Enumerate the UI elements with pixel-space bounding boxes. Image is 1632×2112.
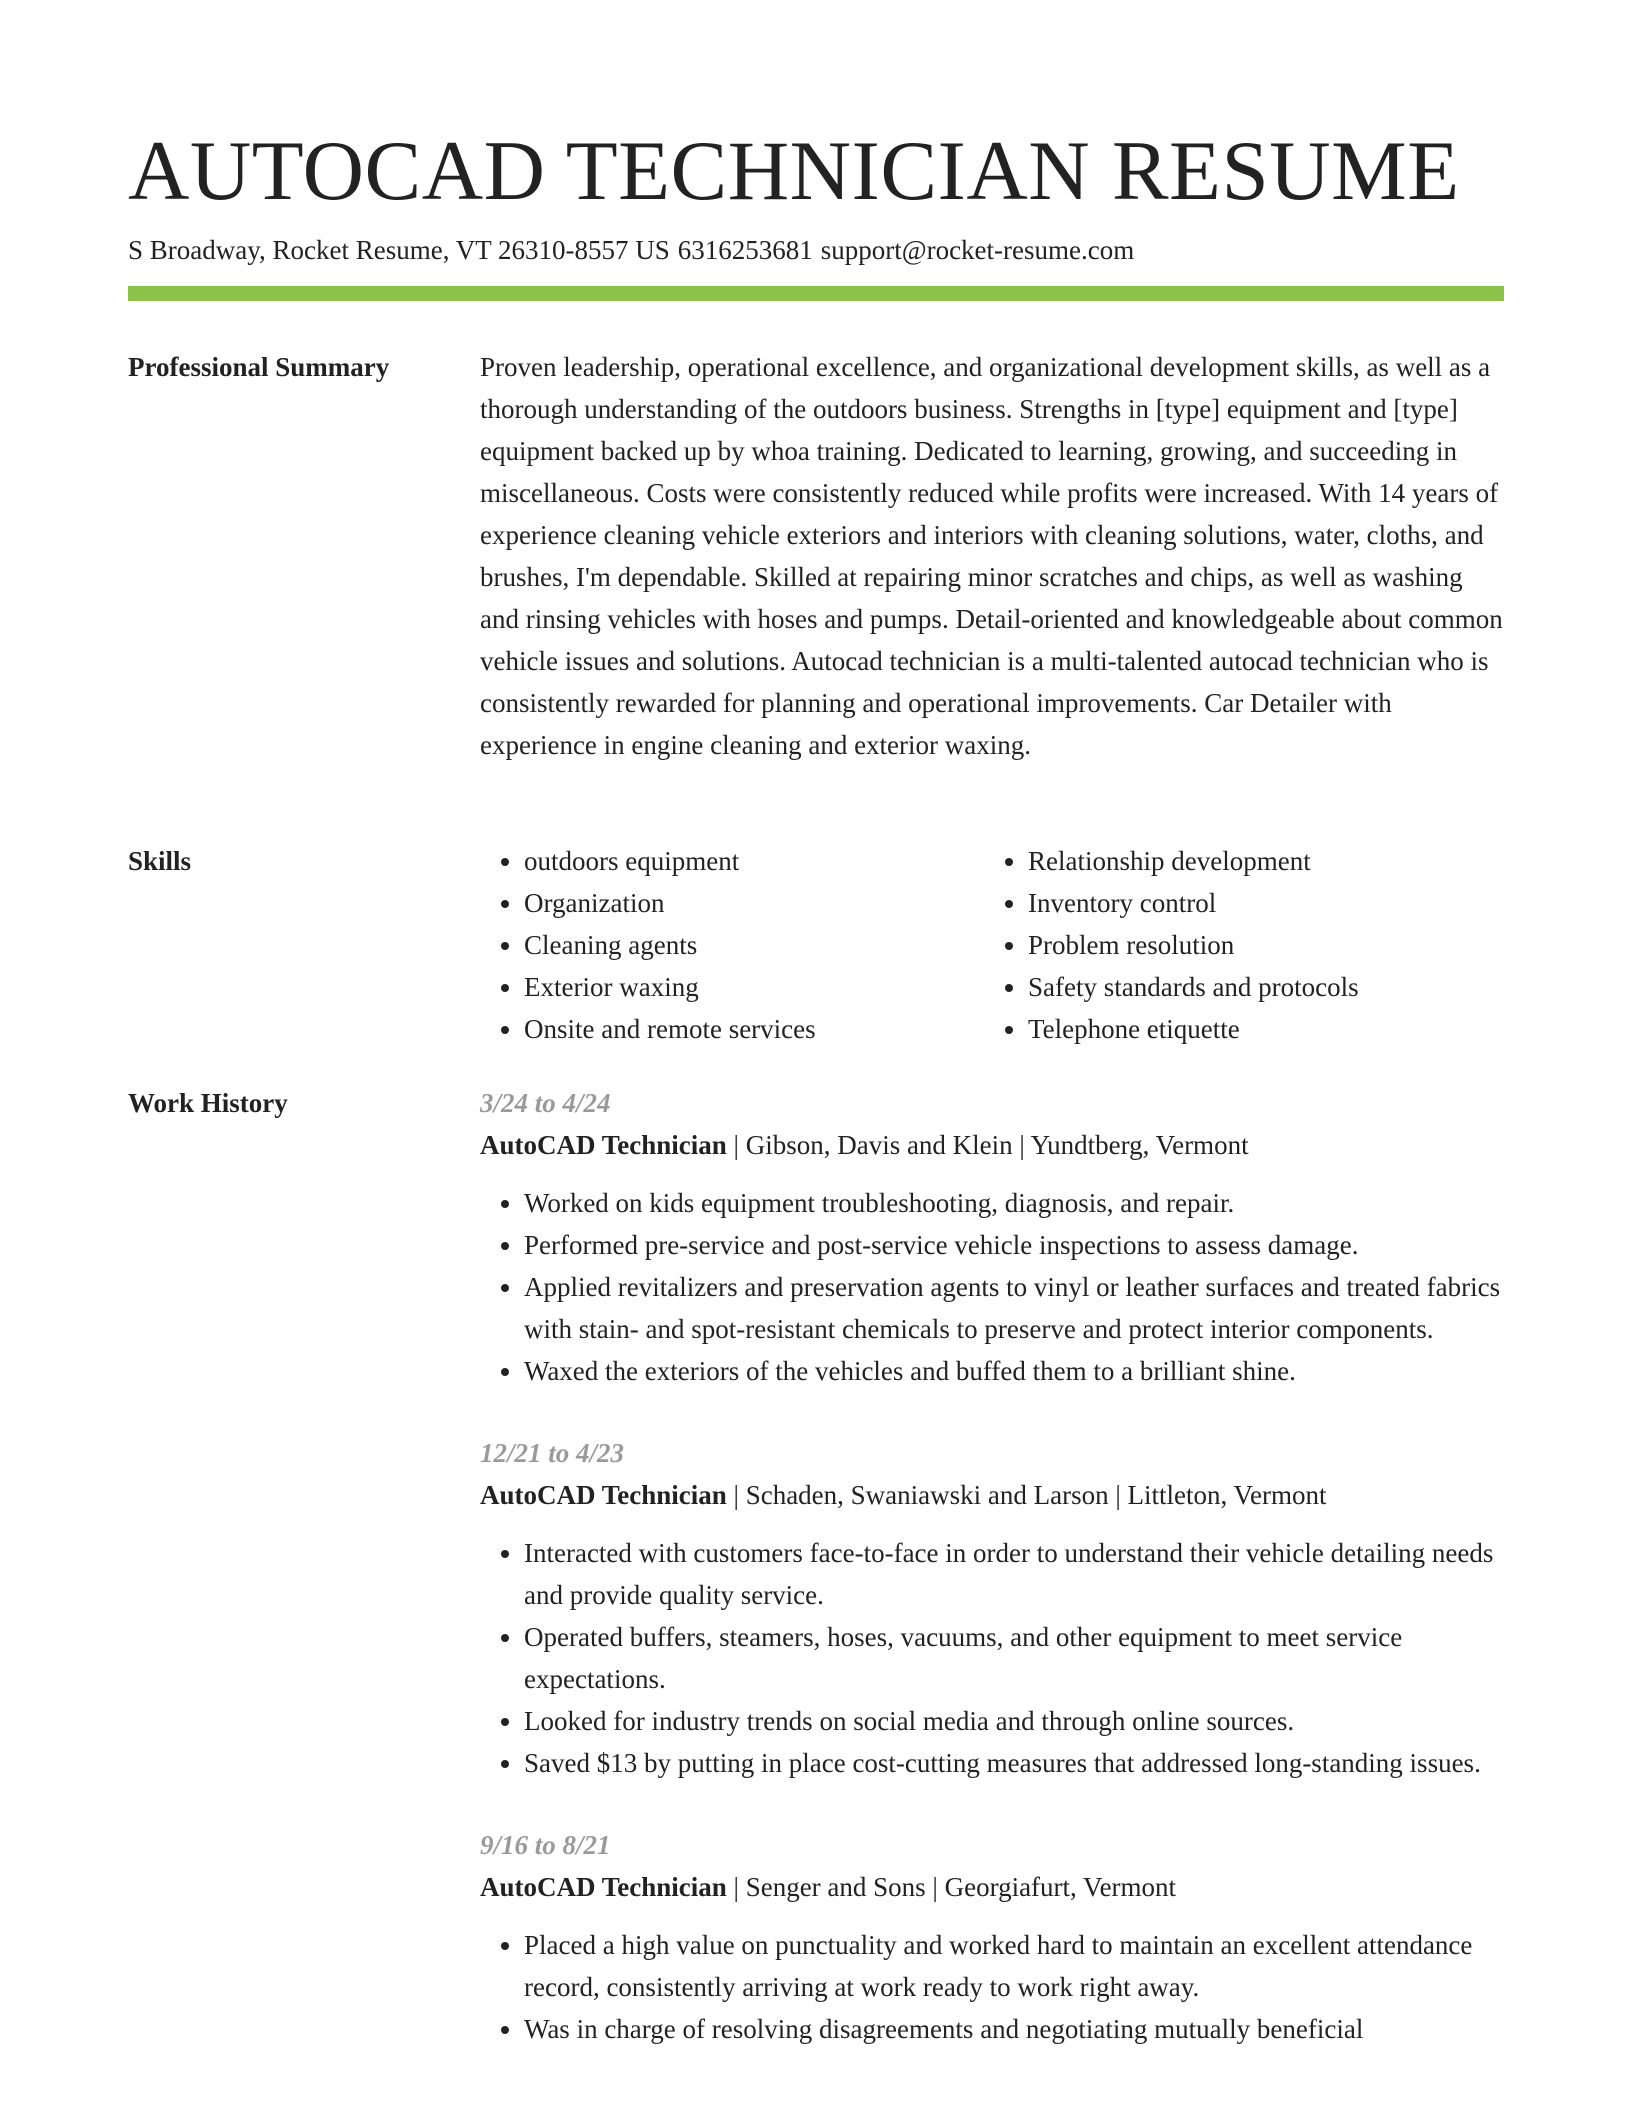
job-title-line <box>480 1124 1504 1166</box>
job-bullets <box>480 1532 1504 1784</box>
skills-body <box>480 840 1504 1050</box>
job-bullet: • Performed pre-service and post-service vehicle inspections to assess damage. <box>524 1224 1504 1266</box>
skill-item: • Exterior waxing <box>524 966 984 1008</box>
skill-item: • Relationship development <box>1028 840 1488 882</box>
skills-list-right <box>984 840 1488 1050</box>
job-title-line <box>480 1866 1504 1908</box>
job-title: AutoCAD Technician <box>480 1130 727 1160</box>
job-title: AutoCAD Technician <box>480 1872 727 1902</box>
summary-text: Proven leadership, operational excellence, and organizational development skills, as well as a thorough understanding of the outdoors business. Strengths in [type] equipment and [type] equipment backed up by whoa training. Dedicated to learning, growing, and succeeding in miscellaneous. Costs were consistently reduced while profits were increased. With 14 years of experience cleaning vehicle exteriors and interiors with cleaning solutions, water, cloths, and brushes, I'm dependable. Skilled at repairing minor scratches and chips, as well as washing and rinsing vehicles with hoses and pumps. Detail-oriented and knowledgeable about common vehicle issues and solutions. Autocad technician is a multi-talented autocad technician who is consistently rewarded for planning and operational improvements. Car Detailer with experience in engine cleaning and exterior waxing. <box>480 352 1503 760</box>
job-dates: 9/16 to 8/21 <box>480 1830 611 1860</box>
job-bullet: • Was in charge of resolving disagreements and negotiating mutually beneficial <box>524 2008 1504 2050</box>
job-company-location: | Gibson, Davis and Klein | Yundtberg, Vermont <box>726 1130 1249 1160</box>
job-bullet: • Operated buffers, steamers, hoses, vacuums, and other equipment to meet service expectations. <box>524 1616 1504 1700</box>
header-divider <box>128 286 1504 301</box>
job-bullet: • Interacted with customers face-to-face in order to understand their vehicle detailing needs and provide quality service. <box>524 1532 1504 1616</box>
job-bullets <box>480 1182 1504 1392</box>
job-entry <box>480 1432 1504 1784</box>
job-dates: 12/21 to 4/23 <box>480 1438 625 1468</box>
skill-item: • Cleaning agents <box>524 924 984 966</box>
contact-phone: 6316253681 <box>677 235 813 265</box>
contact-address: S Broadway, Rocket Resume, VT 26310-8557 US <box>128 235 670 265</box>
job-bullets <box>480 1924 1504 2050</box>
skill-item: • Telephone etiquette <box>1028 1008 1488 1050</box>
work-history-body <box>480 1082 1504 2090</box>
summary-body <box>480 346 1504 766</box>
skills-columns <box>480 840 1504 1050</box>
contact-line <box>128 230 1142 270</box>
job-bullet: • Looked for industry trends on social media and through online sources. <box>524 1700 1504 1742</box>
skill-item: • Inventory control <box>1028 882 1488 924</box>
skill-item: • Problem resolution <box>1028 924 1488 966</box>
skill-item: • Onsite and remote services <box>524 1008 984 1050</box>
job-bullet: • Worked on kids equipment troubleshooting, diagnosis, and repair. <box>524 1182 1504 1224</box>
job-bullet: • Saved $13 by putting in place cost-cutting measures that addressed long-standing issues. <box>524 1742 1504 1784</box>
job-bullet: • Placed a high value on punctuality and worked hard to maintain an excellent attendance record, consistently arriving at work ready to work right away. <box>524 1924 1504 2008</box>
skill-item: • Organization <box>524 882 984 924</box>
job-company-location: | Senger and Sons | Georgiafurt, Vermont <box>726 1872 1177 1902</box>
job-entry <box>480 1824 1504 2050</box>
summary-heading: Professional Summary <box>128 352 390 382</box>
job-dates: 3/24 to 4/24 <box>480 1088 611 1118</box>
resume-title: AUTOCAD TECHNICIAN RESUME <box>128 124 1460 218</box>
skills-heading: Skills <box>128 846 192 876</box>
job-company-location: | Schaden, Swaniawski and Larson | Littleton, Vermont <box>726 1480 1327 1510</box>
skill-item: • outdoors equipment <box>524 840 984 882</box>
job-bullet: • Applied revitalizers and preservation agents to vinyl or leather surfaces and treated fabrics with stain- and spot-resistant chemicals to preserve and protect interior components. <box>524 1266 1504 1350</box>
job-bullet: • Waxed the exteriors of the vehicles and buffed them to a brilliant shine. <box>524 1350 1504 1392</box>
skills-list-left <box>480 840 984 1050</box>
work-history-heading: Work History <box>128 1088 288 1118</box>
job-title: AutoCAD Technician <box>480 1480 727 1510</box>
contact-email: support@rocket-resume.com <box>820 235 1135 265</box>
job-title-line <box>480 1474 1504 1516</box>
job-entry <box>480 1082 1504 1392</box>
skill-item: • Safety standards and protocols <box>1028 966 1488 1008</box>
